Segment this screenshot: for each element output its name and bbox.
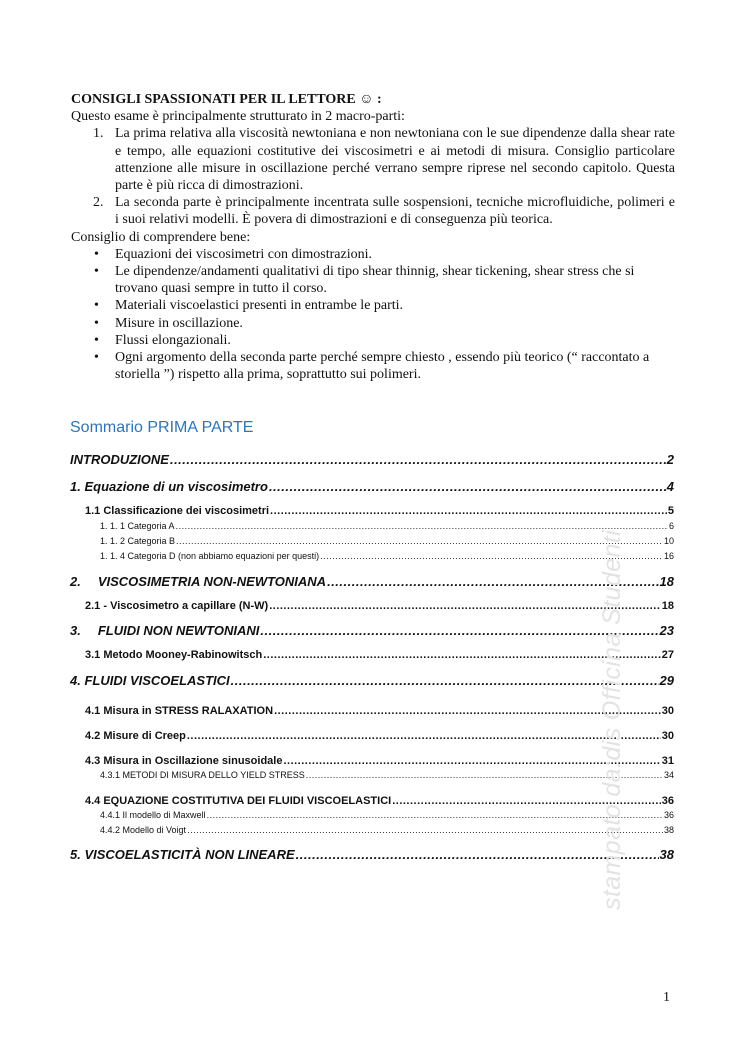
bullet-text: Ogni argomento della seconda parte perché sempre chiesto , essendo più teorico (“ raccontato a storiella ”) rispetto alla prima, soprattutto sui polimeri.: [115, 350, 650, 383]
macro-parts-list: [71, 125, 675, 228]
toc-leader-dots: [231, 673, 659, 688]
toc-entry-label: 2.1 - Viscosimetro a capillare (N-W): [85, 600, 269, 612]
toc-entry-label: 1. Equazione di un viscosimetro: [70, 479, 268, 494]
toc-entry-page: 36: [663, 810, 674, 820]
toc-entry-page: 10: [663, 536, 674, 546]
toc-leader-dots: [270, 505, 667, 517]
toc-entry-label: 4. FLUIDI VISCOELASTICI: [70, 673, 230, 688]
toc-entry-label: 4.2 Misure di Creep: [85, 730, 186, 742]
toc-entry-label: 5. VISCOELASTICITÀ NON LINEARE: [70, 847, 295, 862]
bullet-icon: •: [94, 350, 99, 366]
advice-bullet-item: [71, 246, 675, 263]
bullet-text: Misure in oscillazione.: [115, 315, 243, 331]
advice-lead: Questo esame è principalmente strutturato in 2 macro-parti:: [71, 109, 405, 125]
toc-entry-label: 4.4.1 Il modello di Maxwell: [100, 810, 206, 820]
toc-entry-page: 30: [661, 705, 674, 717]
toc-entry-page: 38: [663, 825, 674, 835]
toc-entry-page: 36: [661, 795, 674, 807]
bullet-text: Equazioni dei viscosimetri con dimostrazioni.: [115, 246, 372, 262]
advice-list-lead: Consiglio di comprendere bene:: [71, 229, 251, 245]
bullet-icon: •: [94, 298, 99, 314]
toc-entry[interactable]: [70, 810, 674, 820]
toc-entry[interactable]: [70, 847, 674, 862]
toc-entry-page: 2: [666, 452, 674, 467]
toc-entry[interactable]: [70, 730, 674, 742]
toc-title: Sommario PRIMA PARTE: [70, 419, 254, 436]
toc-entry-page: 18: [661, 600, 674, 612]
toc-entry[interactable]: [70, 705, 674, 717]
toc-leader-dots: [187, 730, 661, 742]
toc-entry[interactable]: [70, 623, 674, 638]
toc-entry-label: [70, 623, 259, 638]
toc-entry[interactable]: [70, 795, 674, 807]
toc-entry-number: 3.: [70, 623, 81, 638]
toc-entry-page: 29: [659, 673, 674, 688]
toc-entry-number: 2.: [70, 574, 81, 589]
toc-entry[interactable]: [70, 479, 674, 494]
advice-bullet-item: [71, 349, 675, 383]
toc-entry[interactable]: [70, 770, 674, 780]
advice-bullet-item: [71, 315, 675, 332]
toc-entry[interactable]: [70, 600, 674, 612]
toc-entry-label: 4.1 Misura in STRESS RALAXATION: [85, 705, 274, 717]
toc-entry-label: 3.1 Metodo Mooney-Rabinowitsch: [85, 649, 263, 661]
toc-entry-page: 31: [661, 755, 674, 767]
advice-bullet-item: [71, 263, 675, 297]
advice-heading: CONSIGLI SPASSIONATI PER IL LETTORE ☺ :: [71, 92, 382, 107]
advice-bullet-list: [71, 246, 675, 384]
toc-entry[interactable]: [70, 551, 674, 561]
watermark: stampato da:dis Officina Studenti: [598, 529, 626, 910]
bullet-text: Materiali viscoelastici presenti in entrambe le parti.: [115, 298, 404, 314]
toc-entry-page: 16: [663, 551, 674, 561]
toc-entry[interactable]: [70, 673, 674, 688]
bullet-icon: •: [94, 264, 99, 280]
toc-leader-dots: [187, 825, 663, 835]
toc-entry-text: FLUIDI NON NEWTONIANI: [97, 623, 260, 638]
toc-entry-page: 18: [659, 574, 674, 589]
toc-entry-page: 34: [663, 770, 674, 780]
toc-leader-dots: [176, 521, 668, 531]
list-number: 1.: [93, 126, 104, 142]
toc-entry-label: INTRODUZIONE: [70, 452, 169, 467]
advice-bullet-item: [71, 297, 675, 314]
toc-entry[interactable]: [70, 521, 674, 531]
reader-advice-section: [71, 91, 675, 383]
toc-entry-page: 23: [659, 623, 674, 638]
page-number: 1: [663, 990, 670, 1005]
toc-entry[interactable]: [70, 452, 674, 467]
bullet-icon: •: [94, 332, 99, 348]
toc-entry[interactable]: [70, 649, 674, 661]
toc-entry-label: 4.4.2 Modello di Voigt: [100, 825, 187, 835]
list-number: 2.: [93, 195, 104, 211]
toc-entry[interactable]: [70, 505, 674, 517]
toc-entry[interactable]: [70, 755, 674, 767]
toc-entry-page: 5: [667, 505, 674, 517]
toc-entry-page: 27: [661, 649, 674, 661]
toc-entry-page: 4: [666, 479, 674, 494]
toc-entry-label: 4.3 Misura in Oscillazione sinusoidale: [85, 755, 283, 767]
macro-part-text: La seconda parte è principalmente incentrata sulle sospensioni, tecniche microfluidiche, polimeri e i suoi relativi modelli. È povera di dimostrazioni e di conseguenza più teorica.: [115, 195, 675, 228]
toc-entry-page: 6: [668, 521, 674, 531]
toc-leader-dots: [269, 479, 666, 494]
toc-entry-text: VISCOSIMETRIA NON-NEWTONIANA: [97, 574, 327, 589]
toc-leader-dots: [176, 536, 663, 546]
toc-entry-label: 1. 1. 4 Categoria D (non abbiamo equazioni per questi): [100, 551, 320, 561]
toc-leader-dots: [170, 452, 666, 467]
toc-entry-label: 1.1 Classificazione dei viscosimetri: [85, 505, 270, 517]
bullet-icon: •: [94, 315, 99, 331]
toc-entry[interactable]: [70, 825, 674, 835]
toc-entry-page: 38: [659, 847, 674, 862]
toc-entry[interactable]: [70, 574, 674, 589]
bullet-text: Flussi elongazionali.: [115, 332, 231, 348]
advice-bullet-item: [71, 332, 675, 349]
macro-part-text: La prima relativa alla viscosità newtoniana e non newtoniana con le sue dipendenze dalla shear rate e tempo, alle equazioni costitutive dei viscosimetri e ai metodi di misura. Consiglio particolare attenzione alle misure in oscillazione perché verrano sempre riprese nel secondo capitolo. Questa parte è più ricca di dimostrazioni.: [115, 126, 675, 194]
toc-entry[interactable]: [70, 536, 674, 546]
macro-part-item: [71, 125, 675, 194]
toc-entry-label: 4.3.1 METODI DI MISURA DELLO YIELD STRESS: [100, 770, 305, 780]
macro-part-item: [71, 194, 675, 228]
toc-entry-label: [70, 574, 326, 589]
toc-entry-label: 4.4 EQUAZIONE COSTITUTIVA DEI FLUIDI VISCOELASTICI: [85, 795, 392, 807]
bullet-text: Le dipendenze/andamenti qualitativi di tipo shear thinnig, shear tickening, shear stress che si trovano quasi sempre in tutto il corso.: [115, 264, 635, 297]
toc-entry-label: 1. 1. 1 Categoria A: [100, 521, 175, 531]
toc-leader-dots: [207, 810, 663, 820]
toc-entry-label: 1. 1. 2 Categoria B: [100, 536, 176, 546]
bullet-icon: •: [94, 246, 99, 262]
toc-entry-page: 30: [661, 730, 674, 742]
